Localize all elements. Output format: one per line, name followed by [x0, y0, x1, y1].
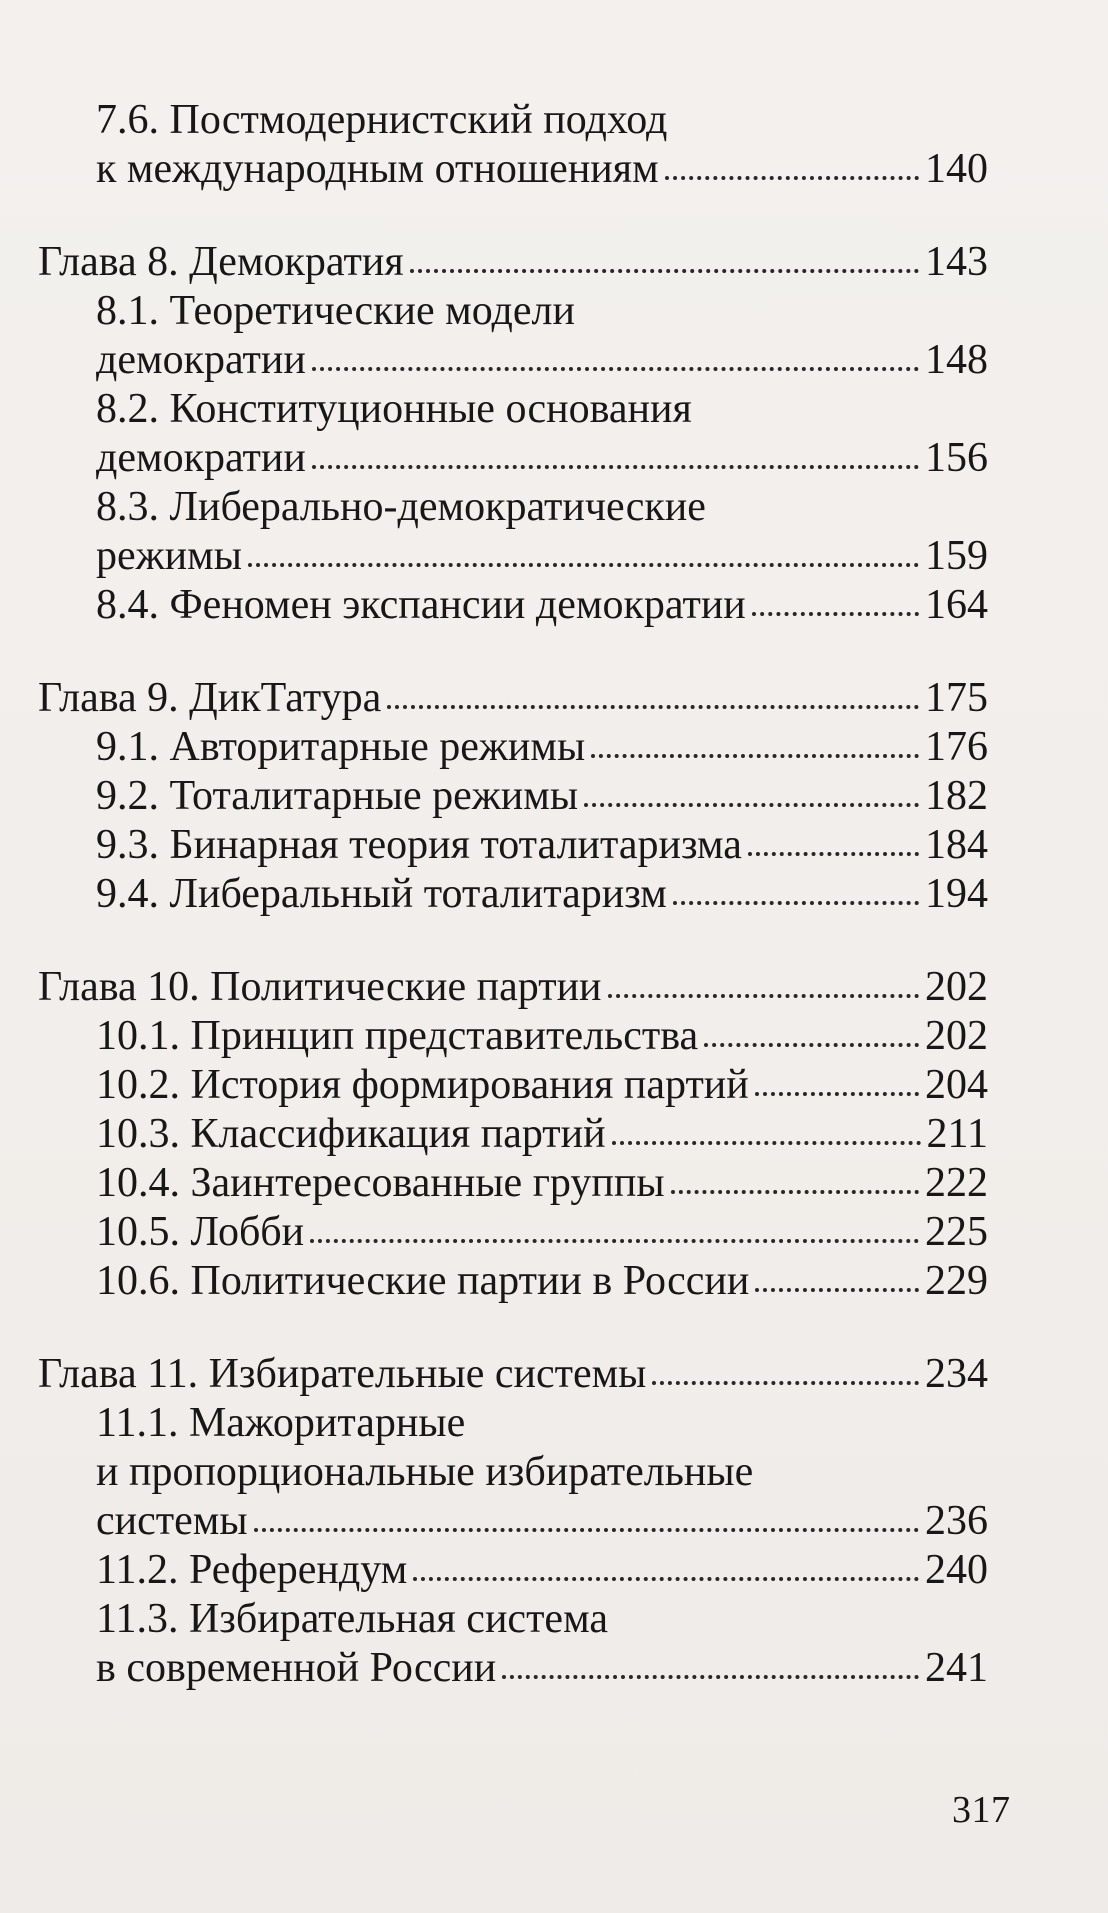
toc-line	[96, 1257, 988, 1306]
toc-page-number: 204	[925, 1062, 988, 1108]
dot-leader	[748, 852, 919, 856]
toc-section	[38, 238, 988, 630]
dot-leader	[755, 1288, 919, 1292]
toc-section	[38, 96, 988, 194]
toc-line	[96, 287, 988, 336]
toc-page-number: 240	[925, 1547, 988, 1593]
dot-leader	[502, 1675, 919, 1679]
dot-leader	[612, 1141, 921, 1145]
toc-line	[96, 1399, 988, 1448]
toc-page-number: 194	[925, 871, 988, 917]
toc-entry-text: 9.4. Либеральный тоталитаризм	[96, 871, 667, 917]
chapter-entry	[38, 1350, 988, 1399]
toc-entry-text: 8.2. Конституционные основания	[96, 386, 692, 432]
toc-section	[38, 1350, 988, 1693]
toc-page-number: 202	[925, 1013, 988, 1059]
dot-leader	[248, 563, 919, 567]
dot-leader	[673, 901, 919, 905]
toc-entry-text: 11.1. Мажоритарные	[96, 1400, 466, 1446]
subsection-entry	[38, 821, 988, 870]
toc-line	[96, 1208, 988, 1257]
toc-entry-text: демократии	[96, 435, 306, 481]
toc-page-number: 140	[925, 146, 988, 192]
dot-leader	[704, 1043, 919, 1047]
toc-entry-text: 11.2. Референдум	[96, 1547, 408, 1593]
toc-entry-text: 9.3. Бинарная теория тоталитаризма	[96, 822, 742, 868]
toc-entry-text: к международным отношениям	[96, 146, 659, 192]
dot-leader	[387, 705, 919, 709]
subsection-entry	[38, 723, 988, 772]
toc-line	[96, 483, 988, 532]
toc-entry-text: Глава 9. ДикТатура	[38, 675, 382, 721]
dot-leader	[755, 1092, 919, 1096]
toc-line	[96, 821, 988, 870]
toc-entry-text: 10.1. Принцип представительства	[96, 1013, 699, 1059]
subsection-entry	[38, 581, 988, 630]
toc-entry-text: 10.5. Лобби	[96, 1209, 305, 1255]
toc-line	[38, 1350, 988, 1399]
subsection-entry	[38, 1399, 988, 1546]
toc-page-number: 182	[925, 773, 988, 819]
subsection-entry	[38, 483, 988, 581]
chapter-entry	[38, 238, 988, 287]
toc-entry-text: 9.2. Тоталитарные режимы	[96, 773, 579, 819]
toc-section	[38, 674, 988, 919]
subsection-entry	[38, 1061, 988, 1110]
toc-page-number: 148	[925, 337, 988, 383]
toc-line	[96, 772, 988, 821]
toc-line	[96, 336, 988, 385]
dot-leader	[312, 367, 919, 371]
toc-page-number: 156	[925, 435, 988, 481]
table-of-contents	[38, 96, 988, 1737]
toc-line	[96, 385, 988, 434]
dot-leader	[671, 1190, 919, 1194]
toc-entry-text: 8.3. Либерально-демократические	[96, 484, 706, 530]
toc-page-number: 184	[925, 822, 988, 868]
toc-line	[96, 532, 988, 581]
toc-entry-text: 8.4. Феномен экспансии демократии	[96, 582, 746, 628]
subsection-entry	[38, 1208, 988, 1257]
subsection-entry	[38, 1012, 988, 1061]
toc-line	[96, 1595, 988, 1644]
toc-entry-text: демократии	[96, 337, 306, 383]
subsection-entry	[38, 96, 988, 194]
toc-page-number: 176	[925, 724, 988, 770]
subsection-entry	[38, 287, 988, 385]
subsection-entry	[38, 772, 988, 821]
toc-page-number: 164	[925, 582, 988, 628]
dot-leader	[312, 465, 919, 469]
chapter-entry	[38, 963, 988, 1012]
toc-entry-text: системы	[96, 1498, 248, 1544]
dot-leader	[665, 176, 919, 180]
toc-entry-text: режимы	[96, 533, 242, 579]
toc-line	[96, 1448, 988, 1497]
toc-page-number: 241	[925, 1645, 988, 1691]
toc-line	[96, 1012, 988, 1061]
toc-page-number: 222	[925, 1160, 988, 1206]
toc-page-number: 211	[926, 1111, 988, 1157]
dot-leader	[413, 1577, 919, 1581]
toc-page-number: 229	[925, 1258, 988, 1304]
subsection-entry	[38, 870, 988, 919]
subsection-entry	[38, 1159, 988, 1208]
toc-entry-text: Глава 10. Политические партии	[38, 964, 602, 1010]
page-number: 317	[952, 1789, 1011, 1831]
toc-entry-text: 10.6. Политические партии в России	[96, 1258, 750, 1304]
toc-entry-text: Глава 11. Избирательные системы	[38, 1351, 647, 1397]
dot-leader	[752, 612, 919, 616]
toc-line	[38, 963, 988, 1012]
subsection-entry	[38, 1257, 988, 1306]
dot-leader	[608, 994, 919, 998]
toc-line	[96, 1644, 988, 1693]
subsection-entry	[38, 1595, 988, 1693]
dot-leader	[410, 269, 919, 273]
dot-leader	[254, 1528, 919, 1532]
toc-entry-text: Глава 8. Демократия	[38, 239, 404, 285]
toc-line	[96, 434, 988, 483]
dot-leader	[584, 803, 919, 807]
toc-entry-text: 10.3. Классификация партий	[96, 1111, 606, 1157]
toc-line	[96, 1110, 988, 1159]
toc-entry-text: 11.3. Избирательная система	[96, 1596, 608, 1642]
toc-line	[96, 1497, 988, 1546]
subsection-entry	[38, 1546, 988, 1595]
toc-entry-text: 9.1. Авторитарные режимы	[96, 724, 586, 770]
toc-line	[96, 1061, 988, 1110]
toc-page-number: 236	[925, 1498, 988, 1544]
toc-line	[96, 723, 988, 772]
dot-leader	[652, 1381, 919, 1385]
toc-page-number: 143	[925, 239, 988, 285]
toc-line	[38, 238, 988, 287]
toc-line	[96, 1159, 988, 1208]
dot-leader	[591, 754, 919, 758]
toc-page-number: 202	[925, 964, 988, 1010]
dot-leader	[310, 1239, 919, 1243]
toc-entry-text: 7.6. Постмодернистский подход	[96, 97, 668, 143]
subsection-entry	[38, 1110, 988, 1159]
toc-line	[38, 674, 988, 723]
toc-line	[96, 1546, 988, 1595]
toc-entry-text: в современной России	[96, 1645, 497, 1691]
toc-entry-text: 8.1. Теоретические модели	[96, 288, 575, 334]
toc-entry-text: 10.4. Заинтересованные группы	[96, 1160, 665, 1206]
toc-line	[96, 870, 988, 919]
toc-line	[96, 145, 988, 194]
toc-entry-text: 10.2. История формирования партий	[96, 1062, 749, 1108]
toc-page-number: 159	[925, 533, 988, 579]
toc-section	[38, 963, 988, 1306]
subsection-entry	[38, 385, 988, 483]
toc-page-number: 234	[925, 1351, 988, 1397]
chapter-entry	[38, 674, 988, 723]
toc-page-number: 225	[925, 1209, 988, 1255]
toc-line	[96, 581, 988, 630]
toc-page-number: 175	[925, 675, 988, 721]
toc-line	[96, 96, 988, 145]
toc-entry-text: и пропорциональные избирательные	[96, 1449, 754, 1495]
